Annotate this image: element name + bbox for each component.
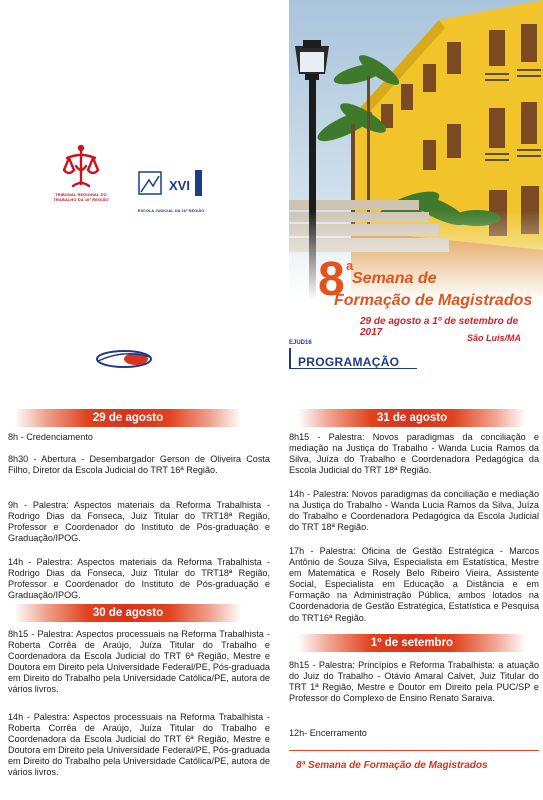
agenda-item: 8h15 - Palestra: Novos paradigmas da conciliação e mediação na Justiça do Trabalho - Wanda Lucia Ramos da Silva, Juíza do Trabalho e Coordenadora Pedagógica da Escola Judicial do TRT 18ª Região. <box>289 432 539 476</box>
date-banner-1-setembro: 1º de setembro <box>298 634 526 652</box>
agenda-item: 14h - Palestra: Aspectos materiais da Reforma Trabalhista - Rodrigo Dias da Fonseca, Juiz Titular do TRT18ª Região, Professor e Coordenador do Instituto de Pós-graduação e Graduação/IPOG. <box>8 557 270 601</box>
event-location: São Luís/MA <box>467 333 522 343</box>
date-banner-31-agosto: 31 de agosto <box>298 409 526 427</box>
escola-judicial-logo <box>131 170 211 213</box>
program-title: PROGRAMAÇÃO <box>298 355 400 369</box>
agenda-item: 12h- Encerramento <box>289 728 367 738</box>
date-banner-29-agosto: 29 de agosto <box>14 409 242 427</box>
partner-logo <box>94 347 152 374</box>
escola-judicial-caption: ESCOLA JUDICIAL DA 16ª REGIÃO <box>137 208 205 213</box>
footer-event-name: 8ª Semana de Formação de Magistrados <box>296 760 488 771</box>
edition-number: 8 <box>318 253 345 306</box>
footer-divider <box>289 750 539 751</box>
trt16-logo-caption: TRIBUNAL REGIONAL DO TRABALHO DA 16ª REGIÃO <box>53 192 109 202</box>
agenda-item: 8h15 - Palestra: Princípios e Reforma Trabalhista: a atuação do Juiz do Trabalho - Otávio Amaral Calvet, Juiz Titular do TRT 1ª Região, Mestre e Doutor em Direito pela PUC/SP e Professor do Complexo de Ensino Renato Saraiva. <box>289 660 539 704</box>
escola-number: XVI <box>169 178 190 193</box>
partner-emblem-icon <box>94 347 152 369</box>
event-title-line2: Formação de Magistrados <box>334 292 533 309</box>
ejud-label: EJUD16 <box>289 340 312 346</box>
edition-ordinal: a <box>346 258 354 273</box>
agenda-item: 8h15 - Palestra: Aspectos processuais na Reforma Trabalhista - Roberta Corrêa de Araújo, Juíza Titular do Trabalho e Coordenadora da Escola Judicial do TRT 6ª Região, Mestre e Doutora em Direito pela Universidade Federal/PE, Pós-graduada em Direito do Trabalho pela Universidade Católica/PE, autora de vários livros. <box>8 629 270 695</box>
agenda-item: 8h30 - Abertura - Desembargador Gerson de Oliveira Costa Filho, Diretor da Escola Judicial do TRT 16ª Região. <box>8 454 270 476</box>
event-dates: 29 de agosto a 1º de setembro de 2017 <box>360 316 519 338</box>
date-banner-30-agosto: 30 de agosto <box>14 604 242 622</box>
agenda-item: 17h - Palestra: Oficina de Gestão Estratégica - Marcos Antônio de Souza Silva, Especialista em Estatística, Mestre em Matemática e Rosely Belo Ribeiro Vieira, Assistente Social, Especialista em Educação a Distância e em Formação na Administração Pública, ambos lotados na Coordenadoria de Gestão Estratégica, Estatística e Pesquisa do TRT16ª Região. <box>289 546 539 623</box>
scales-of-justice-icon <box>61 142 101 192</box>
event-title-line1: Semana de <box>352 270 437 287</box>
agenda-item: 9h - Palestra: Aspectos materiais da Reforma Trabalhista - Rodrigo Dias da Fonseca, Juiz Titular do TRT18ª Região, Professor e Coordenador do Instituto de Pós-graduação e Graduação/IPOG. <box>8 500 270 544</box>
agenda-item: 14h - Palestra: Novos paradigmas da conciliação e mediação na Justiça do Trabalho - Wanda Lucia Ramos da Silva, Juíza do Trabalho e Coordenadora Pedagógica da Escola Judicial do TRT 18ª Região. <box>289 489 539 533</box>
agenda-item: 8h - Credenciamento <box>8 432 93 442</box>
escola-judicial-emblem-icon <box>131 170 211 202</box>
agenda-item: 14h - Palestra: Aspectos processuais na Reforma Trabalhista - Roberta Corrêa de Araújo, Juíza Titular do Trabalho e Coordenadora da Escola Judicial do TRT 6ª Região, Mestre e Doutora em Direito pela Universidade Federal/PE, Pós-graduada em Direito do Trabalho pela Universidade Católica/PE, autora de vários livros. <box>8 712 270 778</box>
trt16-logo <box>46 142 116 202</box>
